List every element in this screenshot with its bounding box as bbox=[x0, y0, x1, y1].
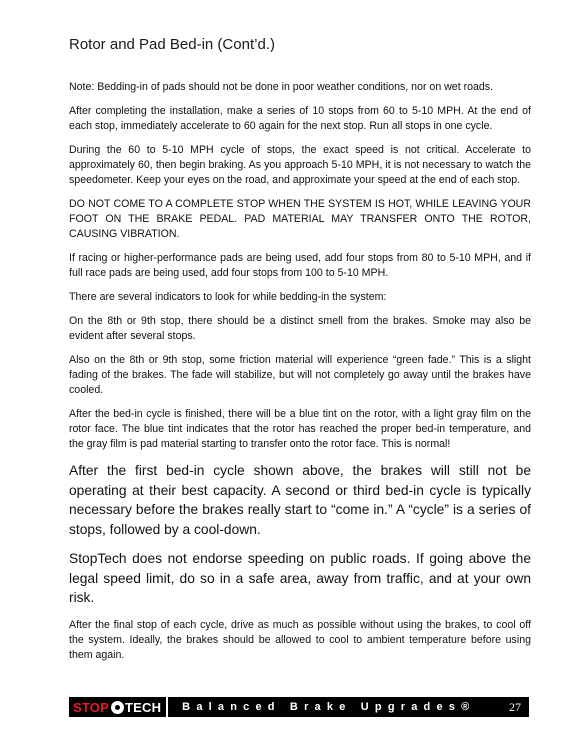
paragraph-racing-pads: If racing or higher-performance pads are being used, add four stops from 80 to 5-10 MPH, and if full race pads are being used, add four stops from 100 to 5-10 MPH. bbox=[69, 252, 531, 279]
paragraph-cool-off: After the final stop of each cycle, drive as much as possible without using the brakes, to cool off the system. Ideally, the brakes should be allowed to cool to ambient temperature before using them again. bbox=[69, 618, 531, 661]
paragraph-disclaimer: StopTech does not endorse speeding on public roads. If going above the legal speed limit, do so in a safe area, away from traffic, and at your own risk. bbox=[69, 551, 531, 605]
paragraph-green-fade: Also on the 8th or 9th stop, some friction material will experience “green fade.” This is a slight fading of the brakes. The fade will stabilize, but will not completely go away until the brakes have cooled. bbox=[69, 354, 531, 396]
rotor-icon bbox=[111, 701, 124, 714]
paragraph-note: Note: Bedding-in of pads should not be done in poor weather conditions, nor on wet roads. bbox=[69, 81, 494, 93]
paragraph-smell: On the 8th or 9th stop, there should be a distinct smell from the brakes. Smoke may also be evident after several stops. bbox=[69, 315, 531, 342]
paragraph-warning: DO NOT COME TO A COMPLETE STOP WHEN THE SYSTEM IS HOT, WHILE LEAVING YOUR FOOT ON THE BRAKE PEDAL. PAD MATERIAL MAY TRANSFER ONTO THE ROTOR, CAUSING VIBRATION. bbox=[69, 198, 531, 240]
footer-bar bbox=[69, 697, 529, 717]
paragraph-second-cycle: After the first bed-in cycle shown above, the brakes will still not be operating at their best capacity. A second or third bed-in cycle is typically necessary before the brakes really start to “come in.” A “cycle” is a series of stops, followed by a cool-down. bbox=[69, 463, 531, 537]
page-number: 27 bbox=[509, 699, 521, 714]
paragraph-blue-tint: After the bed-in cycle is finished, there will be a blue tint on the rotor, with a light gray film on the rotor face. The blue tint indicates that the rotor has reached the proper bed-in temperature, and the gray film is pad material starting to transfer onto the rotor face. This is normal! bbox=[69, 408, 531, 450]
body-text bbox=[69, 80, 531, 672]
logo-stop-text: STOP bbox=[73, 699, 109, 715]
paragraph-cycle: During the 60 to 5-10 MPH cycle of stops, the exact speed is not critical. Accelerate to approximately 60, then begin braking. As you approach 5-10 MPH, it is not necessary to watch the speedometer. Keep your eyes on the road, and approximate your speed at the end of each stop. bbox=[69, 144, 531, 186]
footer-tagline: Balanced Brake Upgrades® bbox=[182, 701, 476, 713]
tagline-band bbox=[168, 697, 529, 717]
stoptech-logo bbox=[69, 697, 166, 717]
logo-tech-text: TECH bbox=[124, 699, 162, 715]
page-title: Rotor and Pad Bed-in (Cont’d.) bbox=[69, 36, 275, 53]
paragraph-stops: After completing the installation, make a series of 10 stops from 60 to 5-10 MPH. At the end of each stop, immediately accelerate to 60 again for the next stop. Run all stops in one cycle. bbox=[69, 105, 531, 132]
paragraph-indicators: There are several indicators to look for while bedding-in the system: bbox=[69, 291, 387, 303]
